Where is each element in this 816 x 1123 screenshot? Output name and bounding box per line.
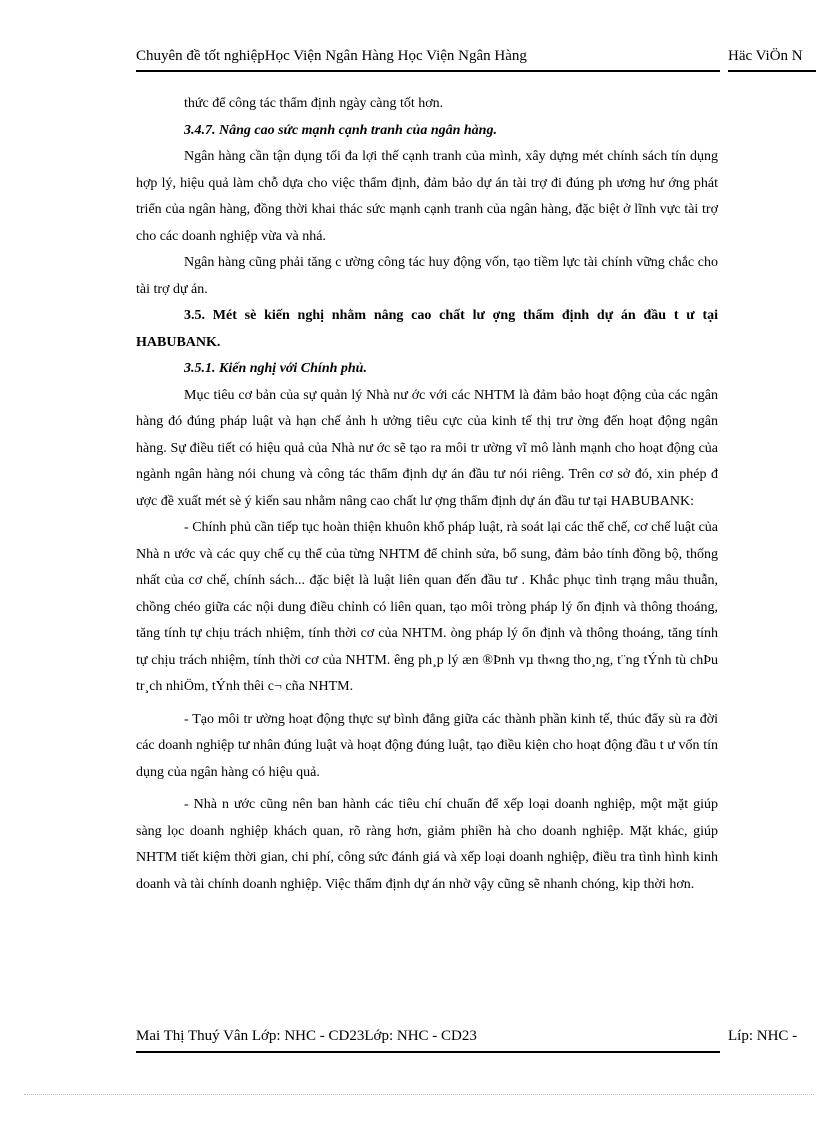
paragraph: - Tạo môi tr ường hoạt động thực sự bình đẳng giữa các thành phần kinh tế, thúc đẩy sù ra đời các doanh nghiệp tư nhân đúng luật và hoạt động đúng luật, tạo điều kiện cho hoạt động đầu t ư vốn tín dụng của ngân hàng có hiệu quả. bbox=[136, 711, 718, 780]
paragraph: Ngân hàng cũng phải tăng c ường công tác huy động vốn, tạo tiềm lực tài chính vững chắc cho tài trợ dự án. bbox=[136, 255, 718, 297]
paragraph: thức để công tác thẩm định ngày càng tốt hơn. bbox=[184, 96, 444, 111]
subsection-heading: 3.5.1. Kiến nghị với Chính phủ. bbox=[184, 361, 367, 376]
page-footer-right: Líp: NHC - bbox=[728, 1028, 798, 1044]
paragraph: Mục tiêu cơ bản của sự quản lý Nhà nư ớc với các NHTM là đảm bảo hoạt động của các ngân hàng đó đúng pháp luật và hạn chế ảnh h ưởng tiêu cực của kinh tế thị trư ờng đến hoạt động ngân hàng. Sự điều tiết có hiệu quả của Nhà nư ớc sẽ tạo ra môi tr ường vĩ mô lành mạnh cho hoạt động của ngành ngân hàng nói chung và công tác thẩm định dự án đầu tư nói riêng. Trên cơ sở đó, xin phép đ ược đề xuất mét sè ý kiến sau nhằm nâng cao chất lư ợng thẩm định dự án đầu tư tại HABUBANK: bbox=[136, 387, 718, 509]
paragraph: - Chính phủ cần tiếp tục hoàn thiện khuôn khổ pháp luật, rà soát lại các thể chế, cơ chế luật của Nhà n ước và các quy chế cụ thể của từng NHTM để chỉnh sửa, bổ sung, đảm bảo tính đồng bộ, thống nhất của cơ chế, chính sách... đặc biệt là luật liên quan đến đầu tư . Khắc phục tình trạng mâu thuẫn, chồng chéo giữa các nội dung điều chỉnh có liên quan, tạo môi tròng pháp lý ổn định và thông thoáng, tăng tính tự chịu trách nhiệm, tính thời cơ của NHTM. òng pháp lý ổn định và thông thoáng, tăng tính tự chịu trách nhiệm, tính thời cơ của NHTM. êng ph¸p lý æn ®Þnh vµ th«ng tho¸ng, t¨ng tÝnh tù chÞu tr¸ch nhiÖm, tÝnh thêi c¬ cña NHTM. bbox=[136, 520, 718, 694]
paragraph: Ngân hàng cần tận dụng tối đa lợi thế cạnh tranh của mình, xây dựng mét chính sách tín dụng hợp lý, hiệu quả làm chỗ dựa cho việc thẩm định, đảm bảo dự án tài trợ đi đúng ph ương hư ớng phát triển của ngân hàng, đồng thời khai thác sức mạnh cạnh tranh của ngân hàng, đặc biệt ở lĩnh vực tài trợ cho các doanh nghiệp vừa và nhá. bbox=[136, 149, 718, 244]
page-footer: Mai Thị Thuý Vân Lớp: NHC - CD23Lớp: NHC - CD23 bbox=[136, 1028, 477, 1044]
section-heading: 3.5. Mét sè kiến nghị nhằm nâng cao chất lư ợng thẩm định dự án đầu t ư tại HABUBANK. bbox=[136, 308, 718, 350]
page-bottom-dotted-line bbox=[24, 1094, 814, 1095]
page-header-right: Häc ViÖn N bbox=[728, 48, 803, 64]
paragraph: - Nhà n ước cũng nên ban hành các tiêu chí chuẩn để xếp loại doanh nghiệp, một mặt giúp sàng lọc doanh nghiệp khách quan, rõ ràng hơn, giảm phiền hà cho doanh nghiệp. Mặt khác, giúp NHTM tiết kiệm thời gian, chi phí, công sức đánh giá và xếp loại doanh nghiệp, điều tra tình hình kinh doanh và tài chính doanh nghiệp. Việc thẩm định dự án nhờ vậy cũng sẽ nhanh chóng, kịp thời hơn. bbox=[136, 797, 718, 892]
header-rule bbox=[136, 70, 720, 72]
footer-rule bbox=[136, 1051, 720, 1053]
page-header: Chuyên đề tốt nghiệpHọc Viện Ngân Hàng Học Viện Ngân Hàng bbox=[136, 48, 527, 64]
header-rule-right bbox=[728, 70, 816, 72]
section-heading: 3.4.7. Nâng cao sức mạnh cạnh tranh của ngân hàng. bbox=[184, 122, 497, 138]
document-body bbox=[136, 91, 718, 898]
